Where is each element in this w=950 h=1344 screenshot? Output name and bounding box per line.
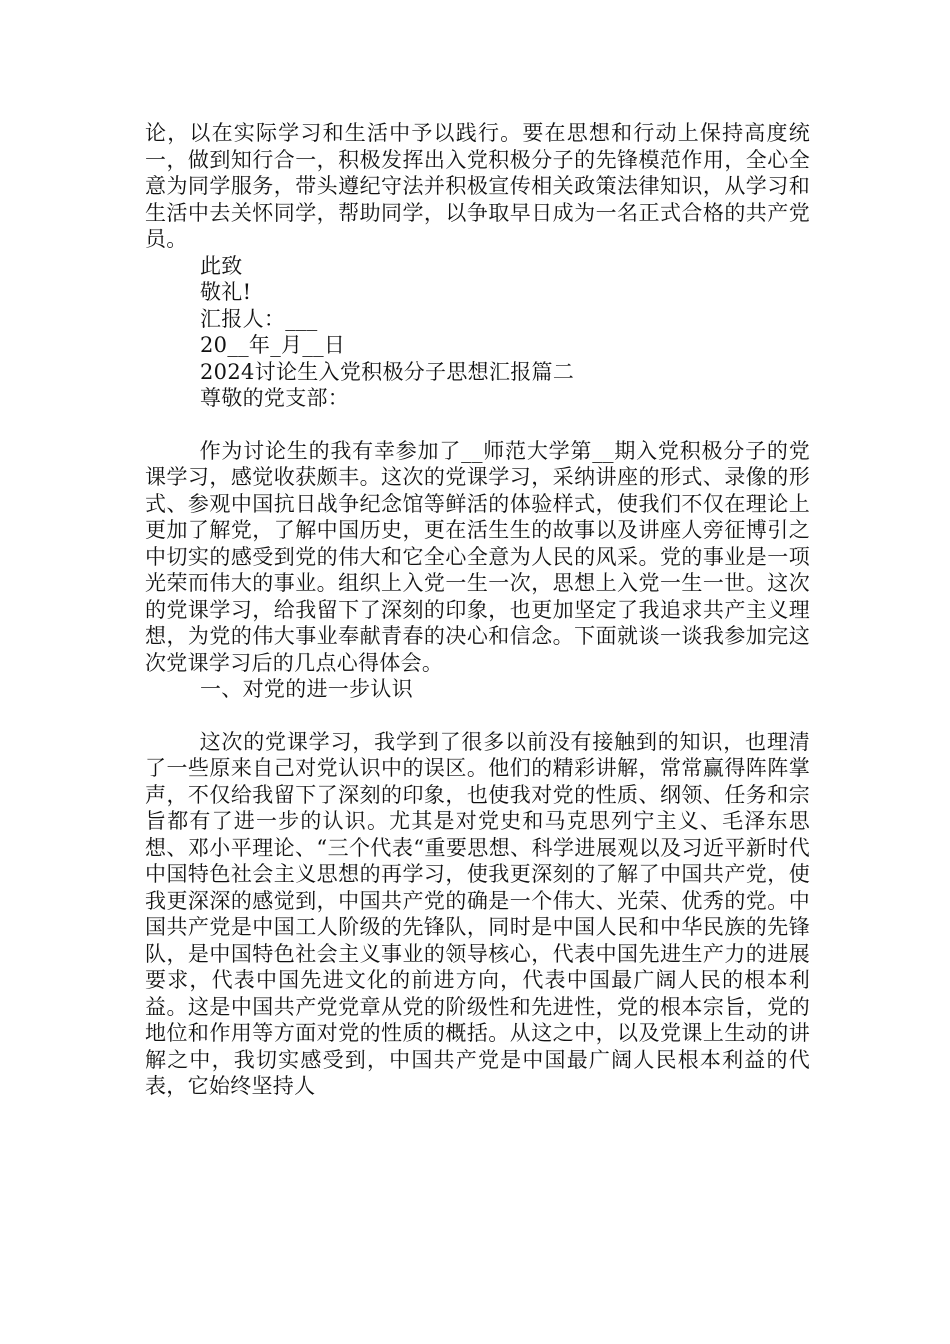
- closing-line-1: 此致: [200, 253, 243, 278]
- reporter-line: 汇报人：___: [200, 306, 318, 331]
- section-title: 2024讨论生入党积极分子思想汇报篇二: [200, 359, 575, 384]
- closing-line-2: 敬礼!: [200, 280, 252, 304]
- body-paragraph: 这次的党课学习，我学到了很多以前没有接触到的知识，也理清了一些原来自己对党认识中的误区。他们的精彩讲解，常常赢得阵阵掌声，不仅给我留下了深刻的印象，也使我对党的性质、纲领、任务和宗旨都有了进一步的认识。尤其是对党史和马克思列宁主义、毛泽东思想、邓小平理论、“三个代表“重要思想、科学进展观以及习近平新时代中国特色社会主义思想的再学习，使我更深刻的了解了中国共产党，使我更深深的感觉到，中国共产党的确是一个伟大、光荣、优秀的党。中国共产党是中国工人阶级的先锋队，同时是中国人民和中华民族的先锋队，是中国特色社会主义事业的领导核心，代表中国先进生产力的进展要求，代表中国先进文化的前进方向，代表中国最广阔人民的根本利益。这是中国共产党党章从党的阶级性和先进性，党的根本宗旨，党的地位和作用等方面对党的性质的概括。从这之中，以及党课上生动的讲解之中，我切实感受到，中国共产党是中国最广阔人民根本利益的代表，它始终坚持人: [145, 729, 810, 1098]
- document-page: [145, 120, 810, 1100]
- date-line: 20__年_月__日: [200, 333, 346, 357]
- intro-paragraph: 作为讨论生的我有幸参加了__师范大学第__期入党积极分子的党课学习，感觉收获颇丰。这次的党课学习，采纳讲座的形式、录像的形式、参观中国抗日战争纪念馆等鲜活的体验样式，使我们不仅在理论上更加了解党，了解中国历史，更在活生生的故事以及讲座人旁征博引之中切实的感受到党的伟大和它全心全意为人民的风采。党的事业是一项光荣而伟大的事业。组织上入党一生一次，思想上入党一生一世。这次的党课学习，给我留下了深刻的印象，也更加坚定了我追求共产主义理想，为党的伟大事业奉献青春的决心和信念。下面就谈一谈我参加完这次党课学习后的几点心得体会。: [145, 438, 810, 675]
- heading-1: 一、对党的进一步认识: [200, 677, 413, 701]
- salutation: 尊敬的党支部：: [200, 386, 350, 410]
- continuation-paragraph: 论，以在实际学习和生活中予以践行。要在思想和行动上保持高度统一，做到知行合一，积极发挥出入党积极分子的先锋模范作用，全心全意为同学服务，带头遵纪守法并积极宣传相关政策法律知识，从学习和生活中去关怀同学，帮助同学，以争取早日成为一名正式合格的共产党员。: [145, 121, 810, 251]
